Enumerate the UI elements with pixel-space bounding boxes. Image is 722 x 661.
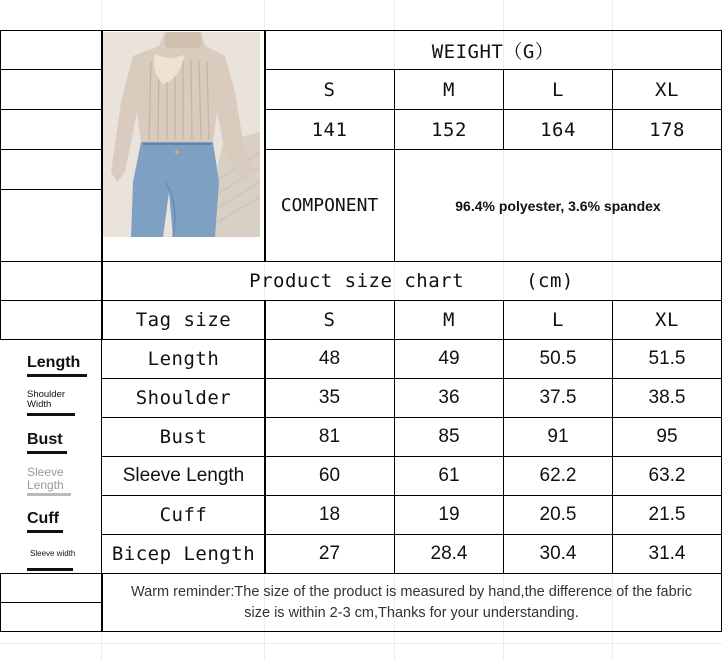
warm-reminder (101, 573, 722, 632)
weight-title: WEIGHT（G） (264, 30, 722, 70)
side-label-bust: Bust (27, 431, 63, 448)
side-label-sleeve-length (27, 466, 64, 491)
row-shoulder-s: 35 (264, 378, 395, 418)
side-label-length: Length (27, 354, 81, 371)
row-length-s: 48 (264, 339, 395, 379)
row-sleeve-length-name: Sleeve Length (101, 456, 266, 496)
row-cuff-s: 18 (264, 495, 395, 535)
left-cell (0, 69, 103, 110)
row-shoulder-name: Shoulder (101, 378, 266, 418)
side-underline (27, 413, 75, 416)
weight-value-m: 152 (394, 109, 504, 150)
row-bicep-length-l: 30.4 (503, 534, 613, 574)
left-cell (0, 149, 103, 190)
side-label-sleeve-line-1: Sleeve (27, 465, 64, 479)
row-cuff-name: Cuff (101, 495, 266, 535)
left-cell (0, 602, 103, 632)
row-sleeve-length-l: 62.2 (503, 456, 613, 496)
component-label: COMPONENT (264, 149, 395, 262)
left-cell (0, 30, 103, 70)
side-label-sleeve-line-2: Length (27, 477, 64, 492)
row-shoulder-xl: 38.5 (612, 378, 722, 418)
row-bust-s: 81 (264, 417, 395, 457)
header-size-xl: XL (612, 300, 722, 340)
header-size-l: L (503, 300, 613, 340)
left-cell (0, 109, 103, 150)
weight-size-l: L (503, 69, 613, 110)
warm-reminder-line-1: Warm reminder:The size of the product is measured by hand,the difference of the fabric (131, 583, 692, 600)
row-bust-name: Bust (101, 417, 266, 457)
product-photo (103, 32, 260, 237)
left-cell (0, 261, 103, 301)
weight-size-xl: XL (612, 69, 722, 110)
row-shoulder-l: 37.5 (503, 378, 613, 418)
row-bicep-length-m: 28.4 (394, 534, 504, 574)
row-sleeve-length-xl: 63.2 (612, 456, 722, 496)
weight-size-s: S (264, 69, 395, 110)
side-label-sleeve-width: Sleeve width (30, 549, 76, 558)
row-sleeve-length-s: 60 (264, 456, 395, 496)
row-sleeve-length-m: 61 (394, 456, 504, 496)
component-value: 96.4% polyester, 3.6% spandex (394, 149, 722, 262)
weight-size-m: M (394, 69, 504, 110)
side-label-shoulder-line-2: Width (27, 398, 52, 410)
size-chart-unit: (cm) (526, 270, 574, 292)
side-label-shoulder-line-1: Shoulder (27, 389, 66, 400)
row-bicep-length-xl: 31.4 (612, 534, 722, 574)
side-underline (27, 451, 67, 454)
row-bicep-length-name: Bicep Length (101, 534, 266, 574)
left-cell (0, 300, 103, 340)
row-length-name: Length (101, 339, 266, 379)
side-underline (27, 568, 73, 571)
row-cuff-xl: 21.5 (612, 495, 722, 535)
size-chart-title-row (101, 261, 722, 301)
row-shoulder-m: 36 (394, 378, 504, 418)
warm-reminder-line-2: size is within 2-3 cm,Thanks for your understanding. (244, 604, 579, 621)
weight-value-s: 141 (264, 109, 395, 150)
side-label-cuff: Cuff (27, 510, 59, 527)
weight-value-l: 164 (503, 109, 613, 150)
side-underline (27, 374, 87, 377)
weight-value-xl: 178 (612, 109, 722, 150)
side-label-shoulder-width (27, 390, 65, 410)
row-bust-xl: 95 (612, 417, 722, 457)
size-chart-title: Product size chart (249, 270, 465, 292)
row-bust-l: 91 (503, 417, 613, 457)
left-cell (0, 573, 103, 603)
row-bicep-length-s: 27 (264, 534, 395, 574)
row-cuff-l: 20.5 (503, 495, 613, 535)
header-size-m: M (394, 300, 504, 340)
left-cell (0, 189, 103, 262)
row-bust-m: 85 (394, 417, 504, 457)
row-cuff-m: 19 (394, 495, 504, 535)
side-underline (27, 530, 63, 533)
row-length-m: 49 (394, 339, 504, 379)
sweater-model-illustration (103, 32, 260, 237)
header-size-s: S (264, 300, 395, 340)
header-tag-size: Tag size (101, 300, 266, 340)
side-underline (27, 493, 71, 496)
row-length-l: 50.5 (503, 339, 613, 379)
row-length-xl: 51.5 (612, 339, 722, 379)
